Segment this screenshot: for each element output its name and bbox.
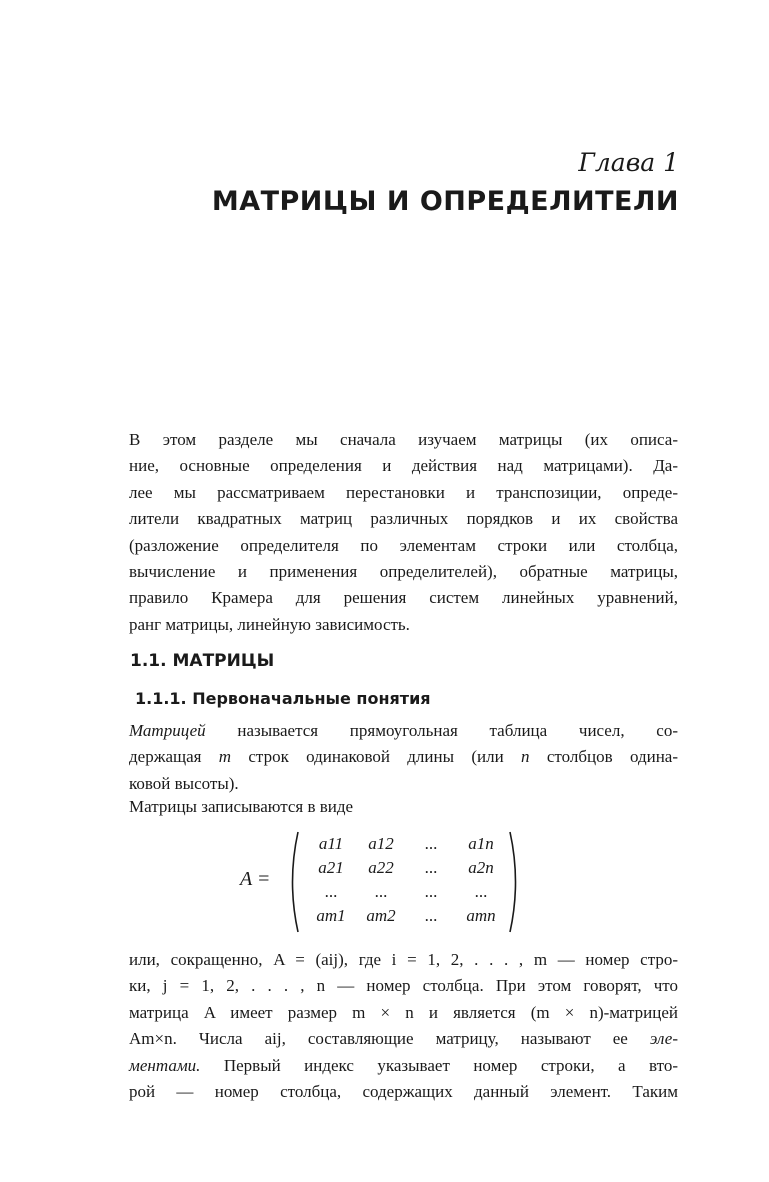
math-symbol: n	[521, 747, 530, 767]
matrix-cell: a21	[318, 858, 344, 877]
math-symbol: m	[218, 747, 232, 767]
intro-paragraph	[129, 427, 678, 638]
matrix-lhs: A =	[240, 868, 271, 890]
matrix-row	[306, 858, 506, 882]
intro-line: В этом разделе мы сначала изучаем матрицы (их описа-	[129, 430, 678, 449]
matrix-row	[306, 834, 506, 858]
matrix-cell: a2n	[468, 858, 494, 877]
definition-paragraph	[129, 718, 678, 797]
matrix-cell: ...	[324, 882, 338, 901]
intro-line: лители квадратных матриц различных порядков и их свойства	[129, 509, 678, 529]
intro-line: ранг матрицы, линейную зависимость.	[129, 614, 410, 634]
definition-text: держащая	[129, 747, 202, 767]
definition-line	[129, 744, 678, 770]
matrix-cell: ...	[424, 906, 438, 925]
matrix-formula	[240, 830, 540, 930]
written-line: Матрицы записываются в виде	[129, 797, 354, 816]
intro-line: вычисление и применения определителей), обратные матрицы,	[129, 561, 678, 581]
body-line	[129, 1053, 678, 1079]
chapter-label: Глава 1	[578, 148, 679, 177]
matrix-cell: a12	[368, 834, 394, 853]
matrix-grid	[306, 834, 506, 930]
body-text: Первый индекс указывает номер строки, а вто-	[223, 1055, 678, 1075]
matrix-cell: a22	[368, 858, 394, 877]
defined-term: Матрицей	[129, 721, 206, 740]
definition-text: строк одинаковой длины (или	[248, 747, 504, 767]
intro-line: лее мы рассматриваем перестановки и транспозиции, опреде-	[129, 482, 678, 502]
matrix-cell: ...	[424, 882, 438, 901]
section-heading: 1.1. МАТРИЦЫ	[130, 651, 275, 671]
emphasized-term: ментами.	[129, 1055, 201, 1075]
definition-line	[129, 718, 678, 744]
matrix-cell: am1	[316, 906, 346, 925]
chapter-title: МАТРИЦЫ И ОПРЕДЕЛИТЕЛИ	[211, 186, 679, 217]
emphasized-term: эле-	[649, 1029, 678, 1049]
written-paragraph	[129, 794, 678, 820]
matrix-cell: a1n	[468, 834, 494, 853]
subsection-heading: 1.1.1. Первоначальные понятия	[135, 689, 431, 708]
left-paren-icon	[286, 830, 300, 934]
definition-line: ковой высоты).	[129, 773, 239, 793]
matrix-row	[306, 906, 506, 930]
definition-text: называется прямоугольная таблица чисел, со-	[237, 721, 678, 740]
matrix-cell: am2	[366, 906, 396, 925]
matrix-cell: ...	[424, 834, 438, 853]
matrix-cell: ...	[474, 882, 488, 901]
body-line: рой — номер столбца, содержащих данный элемент. Таким	[129, 1081, 678, 1101]
definition-text: столбцов одина-	[546, 747, 679, 767]
matrix-cell: amn	[466, 906, 496, 925]
intro-line: ние, основные определения и действия над матрицами). Да-	[129, 456, 678, 476]
right-paren-icon	[508, 830, 522, 934]
body-text: Am×n. Числа aij, составляющие матрицу, называют ее	[129, 1029, 628, 1049]
body-line: или, сокращенно, A = (aij), где i = 1, 2, . . . , m — номер стро-	[129, 950, 678, 969]
body-line	[129, 1026, 678, 1052]
intro-line: правило Крамера для решения систем линейных уравнений,	[129, 588, 678, 608]
matrix-cell: ...	[374, 882, 388, 901]
matrix-cell: ...	[424, 858, 438, 877]
body-line: матрица A имеет размер m × n и является (m × n)-матрицей	[129, 1002, 678, 1022]
matrix-row	[306, 882, 506, 906]
after-matrix-paragraph	[129, 947, 678, 1105]
matrix-cell: a11	[318, 834, 344, 853]
intro-line: (разложение определителя по элементам строки или столбца,	[129, 535, 678, 555]
body-line: ки, j = 1, 2, . . . , n — номер столбца. При этом говорят, что	[129, 976, 678, 996]
